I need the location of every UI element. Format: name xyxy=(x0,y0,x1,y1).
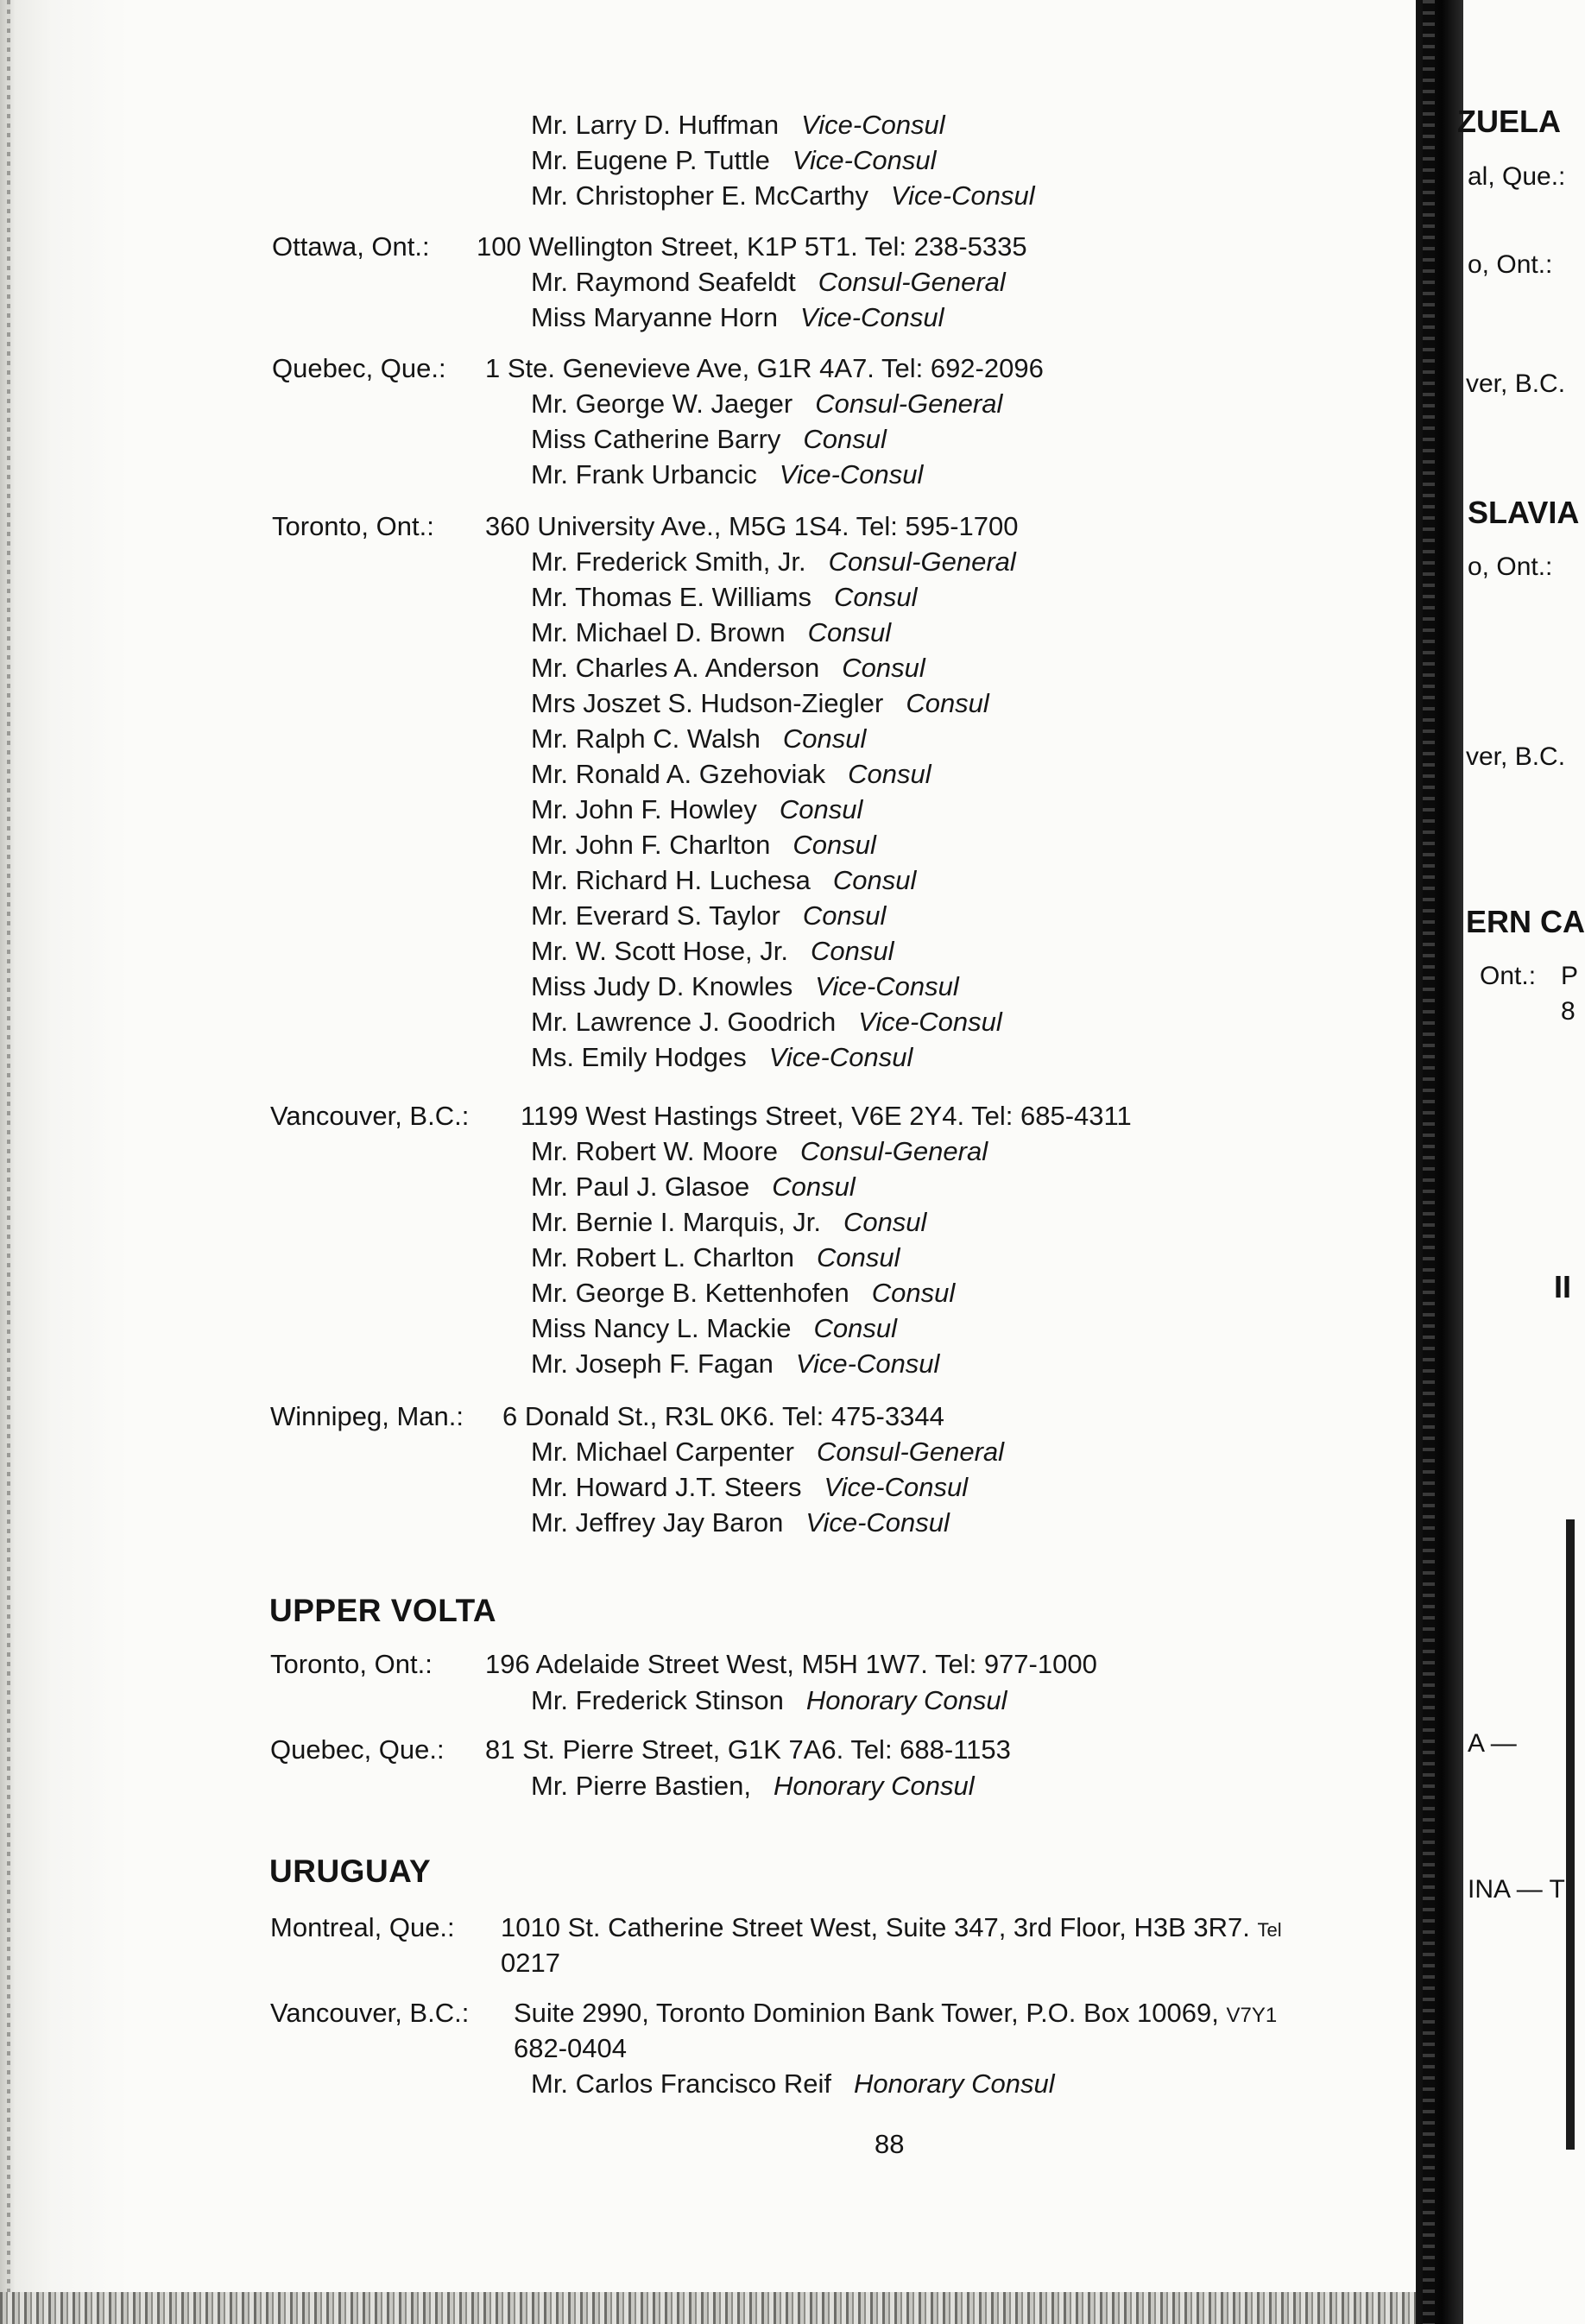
staff-name: Mr. Jeffrey Jay Baron xyxy=(531,1507,784,1538)
page-number: 88 xyxy=(875,2129,905,2159)
staff-entry xyxy=(531,1506,950,1540)
staff-title: Vice-Consul xyxy=(799,302,944,332)
staff-entry xyxy=(531,1040,912,1075)
staff-name: Mr. Robert W. Moore xyxy=(531,1136,778,1166)
staff-name: Mr. Carlos Francisco Reif xyxy=(531,2068,831,2099)
address-cutoff: V7Y1 xyxy=(1226,2004,1278,2027)
facing-fragment: o, Ont.: xyxy=(1468,250,1553,279)
staff-title: Vice-Consul xyxy=(891,180,1035,211)
address-cutoff: Tel xyxy=(1257,1919,1282,1941)
staff-name: Mr. Howard J.T. Steers xyxy=(531,1472,802,1502)
office-address xyxy=(501,1910,1282,1948)
office-address: 100 Wellington Street, K1P 5T1. Tel: 238-5335 xyxy=(477,231,1027,262)
staff-entry xyxy=(531,1134,988,1169)
staff-title: Vice-Consul xyxy=(779,459,924,489)
staff-title: Vice-Consul xyxy=(801,110,945,140)
office-city: Quebec, Que.: xyxy=(272,353,446,383)
staff-name: Mr. Michael D. Brown xyxy=(531,617,786,647)
staff-name: Mr. John F. Howley xyxy=(531,794,757,824)
staff-entry xyxy=(531,686,989,721)
staff-title: Consul xyxy=(782,723,867,754)
country-heading: URUGUAY xyxy=(269,1854,432,1889)
staff-title: Consul xyxy=(803,424,887,454)
staff-entry xyxy=(531,1241,900,1275)
staff-title: Consul xyxy=(832,865,917,895)
office-address: 1199 West Hastings Street, V6E 2Y4. Tel: 685-4311 xyxy=(521,1101,1132,1131)
staff-title: Vice-Consul xyxy=(858,1007,1002,1037)
staff-entry xyxy=(531,458,923,492)
facing-fragment: 8 xyxy=(1561,997,1576,1026)
facing-fragment: P xyxy=(1561,962,1579,990)
facing-fragment: II xyxy=(1554,1269,1572,1304)
staff-title: Consul xyxy=(906,688,989,718)
facing-fragment: o, Ont.: xyxy=(1468,553,1553,581)
staff-entry xyxy=(531,1170,856,1204)
staff-name: Ms. Emily Hodges xyxy=(531,1042,747,1072)
staff-name: Mr. Paul J. Glasoe xyxy=(531,1171,750,1202)
staff-title: Consul xyxy=(792,830,876,860)
address-text: 1010 St. Catherine Street West, Suite 347, 3rd Floor, H3B 3R7. xyxy=(501,1912,1250,1942)
staff-entry xyxy=(531,265,1006,300)
staff-title: Consul-General xyxy=(815,388,1003,419)
office-address-line2: 0217 xyxy=(501,1948,560,1978)
staff-title: Vice-Consul xyxy=(792,145,937,175)
staff-entry xyxy=(531,616,891,650)
staff-title: Consul xyxy=(833,582,918,612)
facing-fragment: INA — T xyxy=(1468,1875,1565,1904)
staff-entry xyxy=(531,108,945,142)
office-city: Winnipeg, Man.: xyxy=(270,1401,464,1431)
book-gutter-shadow xyxy=(1416,0,1463,2324)
facing-fragment: ZUELA xyxy=(1457,104,1561,139)
office-city: Vancouver, B.C.: xyxy=(270,1998,470,2028)
facing-page-rule xyxy=(1566,1519,1575,2150)
staff-title: Consul xyxy=(779,794,863,824)
staff-entry xyxy=(531,1276,955,1310)
staff-entry xyxy=(531,1769,975,1803)
staff-title: Consul xyxy=(842,653,925,683)
staff-name: Mr. Pierre Bastien, xyxy=(531,1771,751,1801)
office-city: Montreal, Que.: xyxy=(270,1912,455,1942)
staff-name: Mr. John F. Charlton xyxy=(531,830,771,860)
staff-entry xyxy=(531,1435,1004,1469)
staff-name: Mr. Bernie I. Marquis, Jr. xyxy=(531,1207,821,1237)
office-address: 360 University Ave., M5G 1S4. Tel: 595-1700 xyxy=(485,511,1019,541)
staff-name: Miss Catherine Barry xyxy=(531,424,781,454)
staff-title: Vice-Consul xyxy=(805,1507,950,1538)
staff-name: Mr. W. Scott Hose, Jr. xyxy=(531,936,789,966)
facing-fragment: A — xyxy=(1468,1729,1517,1758)
office-city: Ottawa, Ont.: xyxy=(272,231,430,262)
office-city: Toronto, Ont.: xyxy=(270,1649,433,1679)
staff-title: Consul-General xyxy=(816,1437,1005,1467)
staff-title: Consul xyxy=(802,900,887,931)
staff-title: Consul-General xyxy=(799,1136,988,1166)
staff-name: Mr. Frederick Stinson xyxy=(531,1685,784,1715)
staff-entry xyxy=(531,828,876,862)
facing-fragment: ERN CA xyxy=(1466,904,1585,939)
staff-name: Mr. Michael Carpenter xyxy=(531,1437,794,1467)
office-city: Vancouver, B.C.: xyxy=(270,1101,470,1131)
staff-name: Mr. Eugene P. Tuttle xyxy=(531,145,770,175)
staff-name: Mr. Charles A. Anderson xyxy=(531,653,820,683)
staff-name: Mr. Richard H. Luchesa xyxy=(531,865,811,895)
staff-entry xyxy=(531,934,894,969)
staff-name: Mr. Frank Urbancic xyxy=(531,459,757,489)
staff-entry xyxy=(531,863,916,898)
staff-entry xyxy=(531,179,1035,213)
facing-fragment: SLAVIA xyxy=(1468,495,1580,530)
staff-name: Mr. Joseph F. Fagan xyxy=(531,1348,774,1379)
staff-name: Mrs Joszet S. Hudson-Ziegler xyxy=(531,688,884,718)
staff-entry xyxy=(531,793,862,827)
staff-title: Vice-Consul xyxy=(824,1472,969,1502)
staff-name: Mr. Ralph C. Walsh xyxy=(531,723,761,754)
staff-entry xyxy=(531,969,959,1004)
staff-name: Mr. Larry D. Huffman xyxy=(531,110,780,140)
staff-title: Consul xyxy=(848,759,931,789)
staff-entry xyxy=(531,1470,968,1505)
staff-entry xyxy=(531,2067,1055,2101)
staff-entry xyxy=(531,1205,926,1240)
address-text: Suite 2990, Toronto Dominion Bank Tower, P.O. Box 10069, xyxy=(514,1998,1219,2028)
staff-title: Consul xyxy=(843,1207,927,1237)
country-heading: UPPER VOLTA xyxy=(269,1593,497,1628)
staff-title: Vice-Consul xyxy=(795,1348,940,1379)
office-city: Toronto, Ont.: xyxy=(272,511,434,541)
staff-entry xyxy=(531,1311,897,1346)
staff-title: Honorary Consul xyxy=(805,1685,1007,1715)
staff-entry xyxy=(531,1683,1007,1718)
staff-entry xyxy=(531,422,887,457)
staff-title: Consul xyxy=(807,617,892,647)
office-address: 6 Donald St., R3L 0K6. Tel: 475-3344 xyxy=(502,1401,944,1431)
staff-entry xyxy=(531,1005,1002,1039)
office-address: 1 Ste. Genevieve Ave, G1R 4A7. Tel: 692-2096 xyxy=(485,353,1044,383)
staff-entry xyxy=(531,722,866,756)
staff-title: Vice-Consul xyxy=(768,1042,913,1072)
facing-fragment: ver, B.C. xyxy=(1466,369,1566,398)
office-address: 196 Adelaide Street West, M5H 1W7. Tel: 977-1000 xyxy=(485,1649,1097,1679)
office-address xyxy=(514,1996,1277,2033)
staff-name: Miss Judy D. Knowles xyxy=(531,971,793,1001)
staff-name: Mr. Christopher E. McCarthy xyxy=(531,180,869,211)
staff-name: Mr. Robert L. Charlton xyxy=(531,1242,794,1273)
staff-name: Mr. Everard S. Taylor xyxy=(531,900,780,931)
office-address: 81 St. Pierre Street, G1K 7A6. Tel: 688-1153 xyxy=(485,1734,1011,1765)
office-city: Quebec, Que.: xyxy=(270,1734,445,1765)
staff-title: Consul-General xyxy=(828,546,1016,577)
staff-entry xyxy=(531,387,1002,421)
staff-entry xyxy=(531,580,917,615)
staff-name: Miss Nancy L. Mackie xyxy=(531,1313,792,1343)
staff-title: Consul xyxy=(772,1171,856,1202)
staff-entry xyxy=(531,757,931,792)
facing-fragment: ver, B.C. xyxy=(1466,742,1566,771)
staff-title: Consul xyxy=(813,1313,897,1343)
facing-fragment: al, Que.: xyxy=(1468,162,1566,191)
staff-title: Vice-Consul xyxy=(815,971,959,1001)
staff-title: Consul-General xyxy=(818,267,1006,297)
staff-title: Consul xyxy=(816,1242,900,1273)
staff-entry xyxy=(531,899,886,933)
staff-entry xyxy=(531,143,936,178)
staff-title: Consul xyxy=(811,936,894,966)
staff-name: Mr. Raymond Seafeldt xyxy=(531,267,796,297)
staff-name: Mr. Ronald A. Gzehoviak xyxy=(531,759,826,789)
staff-entry xyxy=(531,1347,939,1381)
staff-title: Honorary Consul xyxy=(853,2068,1055,2099)
staff-entry xyxy=(531,651,925,685)
facing-fragment: Ont.: xyxy=(1480,962,1537,990)
staff-name: Mr. Frederick Smith, Jr. xyxy=(531,546,806,577)
staff-entry xyxy=(531,545,1016,579)
staff-title: Honorary Consul xyxy=(773,1771,975,1801)
staff-entry xyxy=(531,300,944,335)
office-address-line2: 682-0404 xyxy=(514,2033,628,2063)
staff-name: Mr. George W. Jaeger xyxy=(531,388,793,419)
staff-name: Miss Maryanne Horn xyxy=(531,302,778,332)
staff-name: Mr. Lawrence J. Goodrich xyxy=(531,1007,837,1037)
staff-name: Mr. George B. Kettenhofen xyxy=(531,1278,849,1308)
staff-title: Consul xyxy=(871,1278,956,1308)
staff-name: Mr. Thomas E. Williams xyxy=(531,582,811,612)
